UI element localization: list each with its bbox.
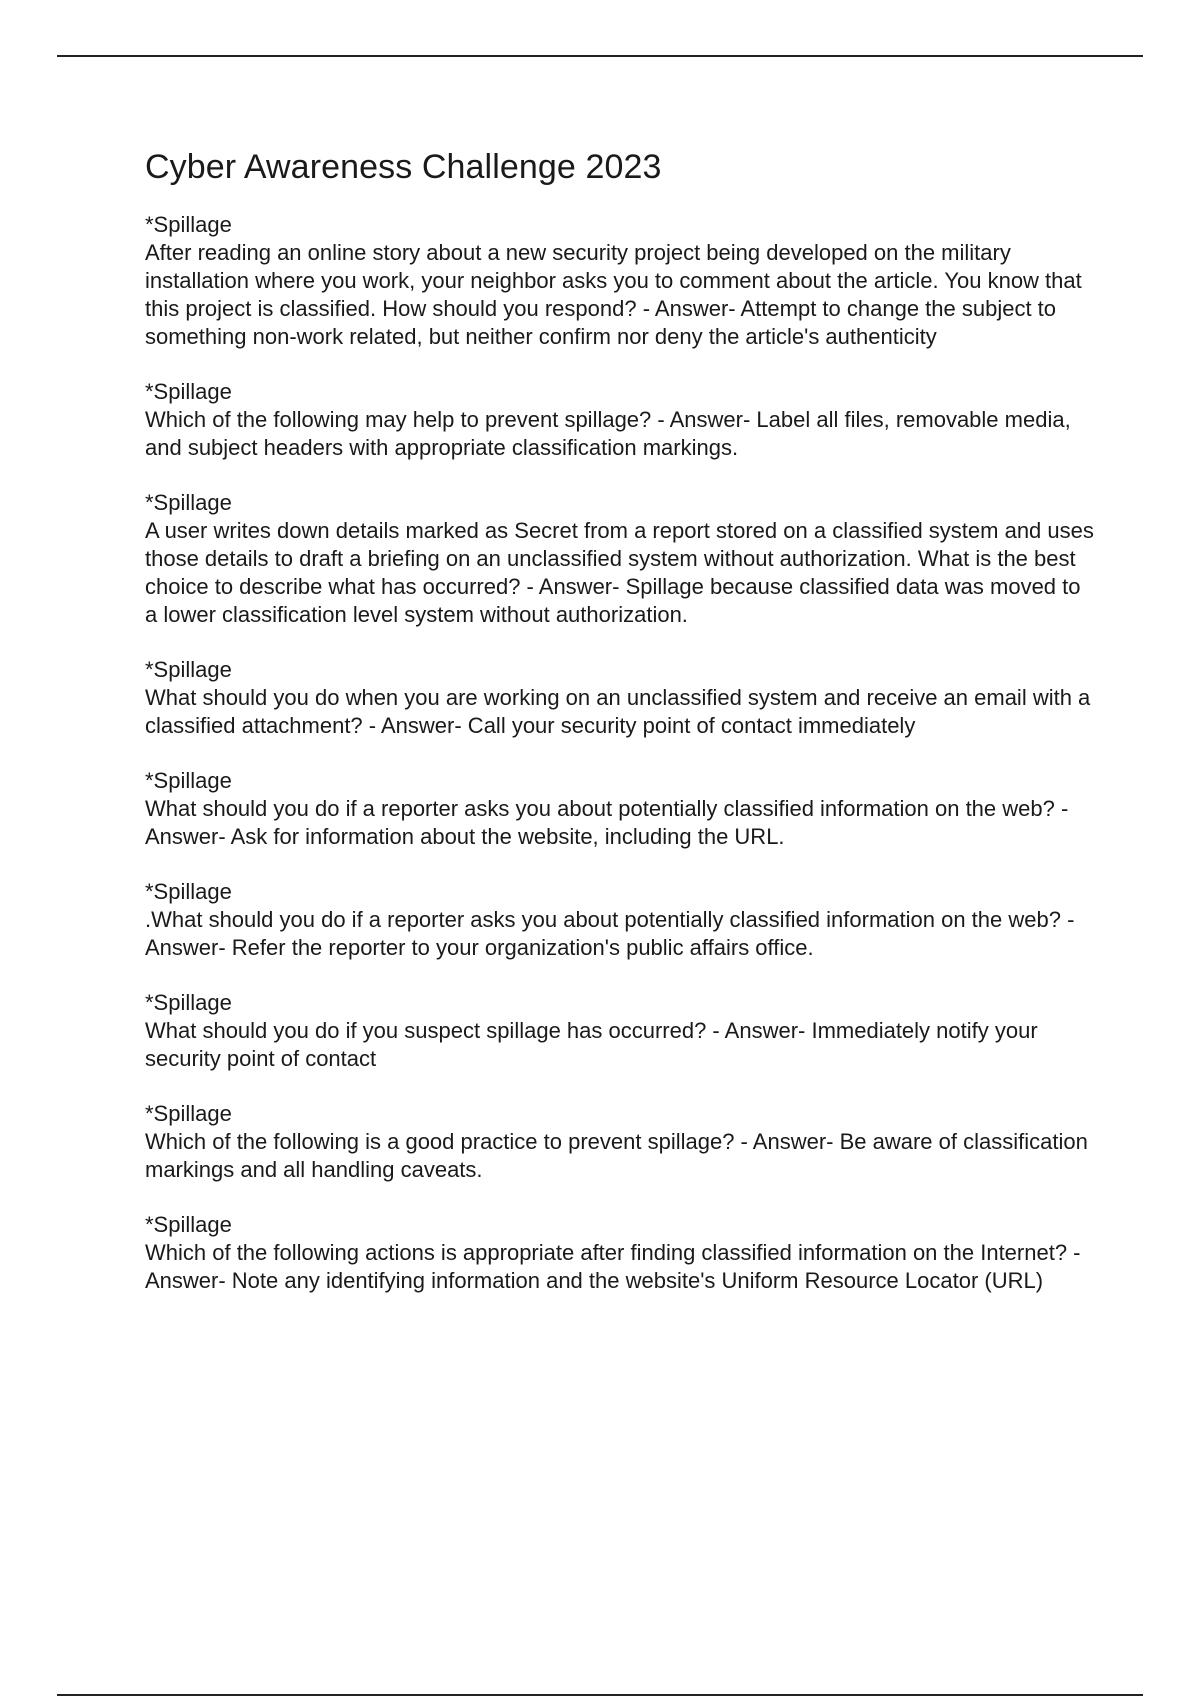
qa-topic: *Spillage (145, 212, 232, 237)
document-title: Cyber Awareness Challenge 2023 (145, 148, 662, 186)
qa-item (145, 656, 1095, 740)
qa-topic: *Spillage (145, 379, 232, 404)
qa-text: Which of the following is a good practice to prevent spillage? - Answer- Be aware of classification markings and all handling caveats. (145, 1129, 1088, 1182)
bottom-rule (57, 1694, 1143, 1696)
qa-list (145, 211, 1095, 1295)
qa-item (145, 378, 1095, 462)
qa-item (145, 1100, 1095, 1184)
qa-topic: *Spillage (145, 879, 232, 904)
document-body (145, 145, 1095, 1322)
qa-topic: *Spillage (145, 657, 232, 682)
qa-topic: *Spillage (145, 1212, 232, 1237)
qa-text: What should you do if a reporter asks you about potentially classified information on the web? - Answer- Ask for information about the website, including the URL. (145, 796, 1069, 849)
qa-text: Which of the following actions is appropriate after finding classified information on the Internet? - Answer- Note any identifying information and the website's Uniform Resource Locator (URL) (145, 1240, 1081, 1293)
qa-item (145, 989, 1095, 1073)
qa-text: A user writes down details marked as Secret from a report stored on a classified system and uses those details to draft a briefing on an unclassified system without authorization. What is the best choice to describe what has occurred? - Answer- Spillage because classified data was moved to a lower classification level system without authorization. (145, 518, 1094, 627)
qa-text: What should you do if you suspect spillage has occurred? - Answer- Immediately notify your security point of contact (145, 1018, 1038, 1071)
qa-item (145, 489, 1095, 629)
qa-item (145, 1211, 1095, 1295)
qa-text: Which of the following may help to prevent spillage? - Answer- Label all files, removable media, and subject headers with appropriate classification markings. (145, 407, 1071, 460)
qa-text: What should you do when you are working on an unclassified system and receive an email with a classified attachment? - Answer- Call your security point of contact immediately (145, 685, 1091, 738)
top-rule (57, 55, 1143, 57)
qa-topic: *Spillage (145, 990, 232, 1015)
qa-item (145, 211, 1095, 351)
qa-item (145, 767, 1095, 851)
qa-topic: *Spillage (145, 490, 232, 515)
qa-item (145, 878, 1095, 962)
qa-text: After reading an online story about a new security project being developed on the military installation where you work, your neighbor asks you to comment about the article. You know that this project is classified. How should you respond? - Answer- Attempt to change the subject to something non-work related, but neither confirm nor deny the article's authenticity (145, 240, 1082, 349)
qa-text: .What should you do if a reporter asks you about potentially classified information on the web? - Answer- Refer the reporter to your organization's public affairs office. (145, 907, 1075, 960)
qa-topic: *Spillage (145, 1101, 232, 1126)
qa-topic: *Spillage (145, 768, 232, 793)
